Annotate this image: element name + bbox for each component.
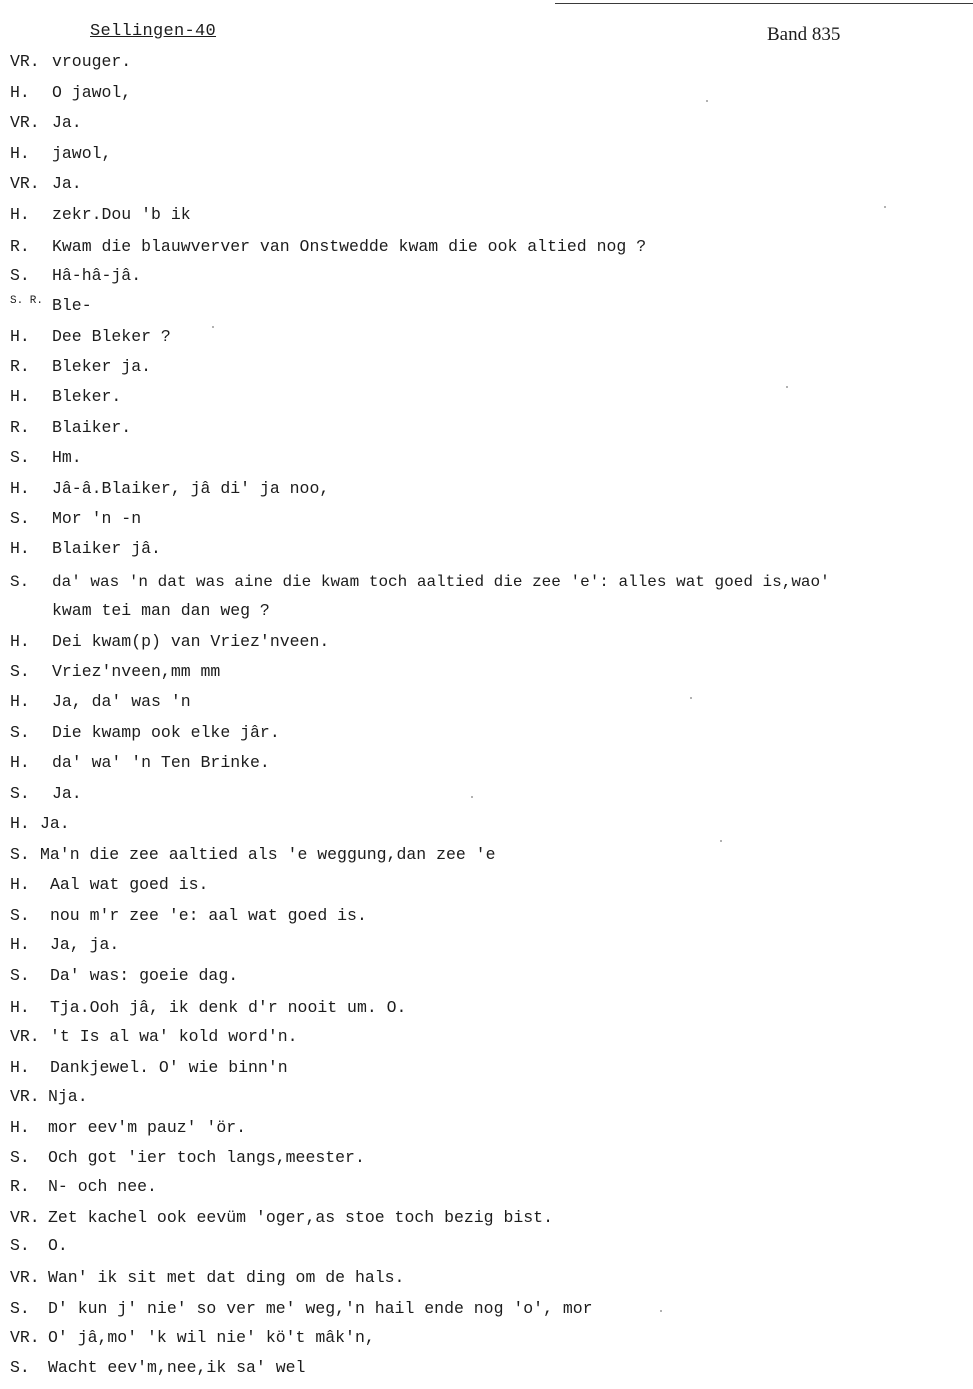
utterance-text: O. xyxy=(48,1236,68,1255)
utterance-text: O jawol, xyxy=(52,83,132,102)
transcript-line xyxy=(10,906,963,926)
transcript-line xyxy=(10,1058,963,1078)
transcript-line xyxy=(10,1118,963,1138)
speaker-label: H. xyxy=(10,935,30,954)
transcript-line xyxy=(52,601,963,621)
transcript-line xyxy=(10,1268,963,1288)
transcript-line xyxy=(10,479,963,499)
speaker-label: VR. xyxy=(10,174,40,193)
utterance-text: nou m'r zee 'e: aal wat goed is. xyxy=(50,906,367,925)
transcript-line xyxy=(10,448,963,468)
transcript-line xyxy=(10,753,963,773)
speaker-label: H. xyxy=(10,83,30,102)
scan-speck xyxy=(690,697,692,699)
transcript-line xyxy=(10,662,963,682)
speaker-label: H. xyxy=(10,205,30,224)
transcript-line xyxy=(10,539,963,559)
band-number: Band 835 xyxy=(767,24,841,45)
transcript-line xyxy=(10,418,963,438)
transcript-line xyxy=(10,875,963,895)
utterance-text: Blaiker. xyxy=(52,418,132,437)
utterance-text: mor eev'm pauz' 'ör. xyxy=(48,1118,247,1137)
speaker-label: S. xyxy=(10,1148,30,1167)
transcript-line xyxy=(10,632,963,652)
utterance-text: Wacht eev'm,nee,ik sa' wel xyxy=(48,1358,306,1377)
utterance-text: da' wa' 'n Ten Brinke. xyxy=(52,753,270,772)
scan-speck xyxy=(706,100,708,102)
transcript-line xyxy=(10,357,963,377)
speaker-label: VR. xyxy=(10,1027,40,1046)
scan-speck xyxy=(786,386,788,388)
utterance-text: Ja, ja. xyxy=(50,935,120,954)
utterance-text: kwam tei man dan weg ? xyxy=(52,601,270,620)
utterance-text: Bleker. xyxy=(52,387,122,406)
utterance-text: Nja. xyxy=(48,1087,88,1106)
utterance-text: Jâ-â.Blaiker, jâ di' ja noo, xyxy=(52,479,330,498)
transcript-line xyxy=(10,327,963,347)
transcript-line xyxy=(10,935,963,955)
transcript-line xyxy=(10,784,963,804)
transcript-line xyxy=(10,237,963,257)
utterance-text: Hm. xyxy=(52,448,82,467)
speaker-label: S. xyxy=(10,845,30,864)
utterance-text: Dankjewel. O' wie binn'n xyxy=(50,1058,288,1077)
transcript-line xyxy=(10,1148,963,1168)
transcript-line xyxy=(10,1027,963,1047)
utterance-text: Die kwamp ook elke jâr. xyxy=(52,723,280,742)
speaker-label: S. xyxy=(10,1358,30,1377)
speaker-label: H. xyxy=(10,479,30,498)
utterance-text: Dei kwam(p) van Vriez'nveen. xyxy=(52,632,330,651)
speaker-label: H. xyxy=(10,144,30,163)
utterance-text: Ja. xyxy=(52,174,82,193)
speaker-label: VR. xyxy=(10,1268,40,1287)
utterance-text: Aal wat goed is. xyxy=(50,875,209,894)
scan-speck xyxy=(471,796,473,798)
document-title: Sellingen-40 xyxy=(90,22,217,41)
speaker-label: S. xyxy=(10,509,30,528)
utterance-text: Tja.Ooh jâ, ik denk d'r nooit um. O. xyxy=(50,998,407,1017)
utterance-text: Ja. xyxy=(52,113,82,132)
utterance-text: Ja. xyxy=(52,784,82,803)
speaker-label: H. xyxy=(10,387,30,406)
speaker-label: H. xyxy=(10,998,30,1017)
transcript-line xyxy=(10,144,963,164)
transcript-line xyxy=(10,845,963,865)
transcript-line xyxy=(10,1328,963,1348)
speaker-label: R. xyxy=(10,237,30,256)
transcript-line xyxy=(10,1299,963,1319)
utterance-text: Vriez'nveen,mm mm xyxy=(52,662,221,681)
utterance-text: Zet kachel ook eevüm 'oger,as stoe toch bezig bist. xyxy=(48,1208,553,1227)
utterance-text: Kwam die blauwverver van Onstwedde kwam die ook altied nog ? xyxy=(52,237,647,256)
speaker-label: H. xyxy=(10,539,30,558)
utterance-text: N- och nee. xyxy=(48,1177,157,1196)
utterance-text: 't Is al wa' kold word'n. xyxy=(50,1027,298,1046)
transcript-line xyxy=(10,998,963,1018)
scan-speck xyxy=(884,206,886,208)
speaker-label: S. xyxy=(10,906,30,925)
utterance-text: jawol, xyxy=(52,144,112,163)
scan-speck xyxy=(660,1310,662,1312)
speaker-label: VR. xyxy=(10,113,40,132)
transcript-line xyxy=(10,52,963,72)
transcript-line xyxy=(10,296,963,316)
speaker-label: H. xyxy=(10,1118,30,1137)
speaker-label: R. xyxy=(10,418,30,437)
speaker-label: S. xyxy=(10,266,30,285)
utterance-text: Wan' ik sit met dat ding om de hals. xyxy=(48,1268,405,1287)
utterance-text: Bleker ja. xyxy=(52,357,152,376)
speaker-label: S. xyxy=(10,784,30,803)
utterance-text: vrouger. xyxy=(52,52,132,71)
speaker-label: R. xyxy=(10,357,30,376)
transcript-line xyxy=(10,113,963,133)
transcript-line xyxy=(10,266,963,286)
transcript-line xyxy=(10,966,963,986)
scan-speck xyxy=(720,840,722,842)
speaker-label: VR. xyxy=(10,1087,40,1106)
transcript-line xyxy=(10,692,963,712)
speaker-label: S. xyxy=(10,966,30,985)
speaker-label: H. xyxy=(10,327,30,346)
transcript-line xyxy=(10,387,963,407)
speaker-label: VR. xyxy=(10,1328,40,1347)
transcript-line xyxy=(10,509,963,529)
transcript-line xyxy=(10,1177,963,1197)
utterance-text: Ja, da' was 'n xyxy=(52,692,191,711)
utterance-text: Och got 'ier toch langs,meester. xyxy=(48,1148,365,1167)
transcript-line xyxy=(10,723,963,743)
speaker-label: R. xyxy=(10,1177,30,1196)
utterance-text: Mor 'n -n xyxy=(52,509,142,528)
speaker-label: S. R. xyxy=(10,295,44,307)
utterance-text: O' jâ,mo' 'k wil nie' kö't mâk'n, xyxy=(48,1328,375,1347)
top-rule xyxy=(555,3,973,4)
transcript-line xyxy=(10,1208,963,1228)
speaker-label: VR. xyxy=(10,52,40,71)
transcript-line xyxy=(10,174,963,194)
speaker-label: H. xyxy=(10,753,30,772)
utterance-text: Ma'n die zee aaltied als 'e weggung,dan zee 'e xyxy=(40,845,496,864)
speaker-label: S. xyxy=(10,448,30,467)
speaker-label: S. xyxy=(10,1299,30,1318)
speaker-label: S. xyxy=(10,723,30,742)
speaker-label: H. xyxy=(10,814,30,833)
speaker-label: S. xyxy=(10,573,30,591)
utterance-text: D' kun j' nie' so ver me' weg,'n hail ende nog 'o', mor xyxy=(48,1299,593,1318)
transcript-line xyxy=(10,1236,963,1256)
utterance-text: Ble- xyxy=(52,296,92,315)
speaker-label: H. xyxy=(10,692,30,711)
utterance-text: da' was 'n dat was aine die kwam toch aaltied die zee 'e': alles wat goed is,wao' xyxy=(52,573,830,591)
utterance-text: Hâ-hâ-jâ. xyxy=(52,266,142,285)
speaker-label: H. xyxy=(10,1058,30,1077)
speaker-label: H. xyxy=(10,632,30,651)
transcript-line xyxy=(10,814,963,834)
utterance-text: Dee Bleker ? xyxy=(52,327,171,346)
utterance-text: zekr.Dou 'b ik xyxy=(52,205,191,224)
utterance-text: Blaiker jâ. xyxy=(52,539,161,558)
utterance-text: Da' was: goeie dag. xyxy=(50,966,239,985)
transcript-line xyxy=(10,572,963,592)
transcript-line xyxy=(10,1087,963,1107)
speaker-label: S. xyxy=(10,662,30,681)
transcript-line xyxy=(10,83,963,103)
speaker-label: H. xyxy=(10,875,30,894)
transcript-line xyxy=(10,1358,963,1378)
utterance-text: Ja. xyxy=(40,814,70,833)
speaker-label: S. xyxy=(10,1236,30,1255)
transcript-line xyxy=(10,205,963,225)
speaker-label: VR. xyxy=(10,1208,40,1227)
scan-speck xyxy=(212,326,214,328)
